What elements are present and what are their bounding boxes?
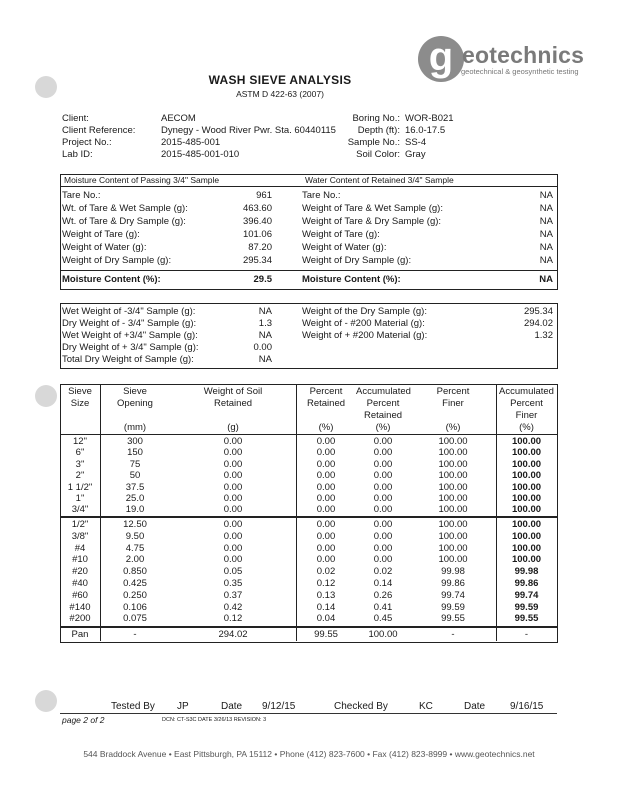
- sieve-cell: 0.00: [316, 481, 336, 493]
- logo-tagline: geotechnical & geosynthetic testing: [461, 67, 579, 76]
- sieve-split-rule: [60, 516, 557, 518]
- sieve-header-cell: Percent: [366, 398, 400, 409]
- moisture-left-total-label: Moisture Content (%):: [62, 274, 161, 285]
- sieve-cell: 100.00: [511, 481, 542, 493]
- sieve-cell: 12.50: [123, 519, 147, 530]
- moisture-left-value: 295.34: [242, 255, 272, 266]
- sieve-cell: 0.02: [373, 566, 393, 578]
- sieve-cell: 0.425: [123, 578, 147, 589]
- sieve-pan-cell: 99.55: [314, 629, 338, 640]
- sieve-cell: 0.00: [373, 458, 393, 470]
- sieve-cell: 37.5: [125, 481, 145, 493]
- moisture-left-label: Weight of Water (g):: [62, 242, 147, 253]
- sieve-cell: 99.59: [514, 601, 539, 613]
- sieve-cell: 100.00: [511, 542, 542, 554]
- sieve-cell: 99.59: [441, 601, 465, 613]
- moisture-right-value: NA: [539, 229, 553, 240]
- sieve-cell: 0.00: [223, 542, 243, 554]
- sieve-cell: 0.26: [373, 589, 393, 601]
- moisture-right-label: Weight of Dry Sample (g):: [302, 255, 412, 266]
- sieve-cell: 0.00: [373, 519, 393, 530]
- sieve-cell: 300: [127, 436, 143, 447]
- report-title: WASH SIEVE ANALYSIS: [208, 73, 352, 87]
- sieve-cell: 1": [75, 493, 85, 504]
- sieve-header-cell: Retained: [213, 398, 253, 409]
- sieve-cell: #4: [74, 542, 86, 554]
- sieve-cell: 100.00: [511, 447, 542, 459]
- sieve-cell: 100.00: [438, 519, 468, 530]
- sieve-cell: 0.250: [123, 589, 147, 601]
- moisture-right-label: Weight of Tare & Dry Sample (g):: [302, 216, 442, 227]
- sieve-cell: 0.00: [223, 519, 243, 530]
- sieve-header-cell: (%): [318, 422, 334, 433]
- sieve-cell: 99.86: [441, 578, 465, 589]
- sieve-cell: 0.00: [373, 481, 393, 493]
- sieve-cell: 0.00: [373, 447, 393, 459]
- tested-date-label: Date: [221, 701, 243, 712]
- sieve-cell: 9.50: [125, 530, 145, 542]
- sieve-pan-rule: [60, 626, 557, 628]
- sieve-header-cell: Finer: [515, 410, 538, 421]
- sieve-cell: #10: [72, 554, 88, 566]
- sieve-cell: 50: [129, 470, 141, 482]
- sieve-header-cell: Finer: [442, 398, 464, 409]
- weight-left-value: NA: [258, 354, 272, 365]
- sieve-header-cell: Accumulated: [499, 386, 554, 397]
- project-value: 2015-485-001: [161, 137, 221, 148]
- moisture-left-value: 396.40: [242, 216, 272, 227]
- sieve-cell: 0.00: [223, 481, 243, 493]
- moisture-left-label: Weight of Tare (g):: [62, 229, 140, 240]
- sieve-cell: 0.00: [316, 504, 336, 516]
- sieve-cell: 0.00: [316, 470, 336, 482]
- sieve-header-cell: Accumulated: [356, 386, 411, 397]
- moisture-right-label: Weight of Water (g):: [302, 242, 387, 253]
- moisture-right-label: Tare No.:: [302, 190, 341, 201]
- punch-hole: [35, 690, 57, 712]
- weight-right-value: 1.32: [534, 330, 553, 341]
- sieve-cell: 0.41: [373, 601, 393, 613]
- moisture-right-value: NA: [539, 216, 553, 227]
- moisture-left-value: 87.20: [248, 242, 272, 253]
- sieve-header-cell: (mm): [123, 422, 147, 433]
- color-value: Gray: [405, 149, 426, 160]
- sieve-header-cell: Percent: [510, 398, 543, 409]
- moisture-left-total: 29.5: [253, 274, 272, 285]
- sieve-cell: 100.00: [511, 554, 542, 566]
- sieve-cell: 100.00: [511, 458, 542, 470]
- sieve-cell: 0.00: [316, 447, 336, 459]
- sieve-cell: 0.00: [373, 554, 393, 566]
- sieve-cell: 100.00: [511, 493, 542, 504]
- sieve-pan-cell: Pan: [71, 629, 89, 640]
- color-label: Soil Color:: [356, 149, 400, 160]
- sieve-header-cell: Percent: [436, 386, 470, 397]
- sieve-header-cell: Opening: [117, 398, 153, 409]
- sieve-cell: 0.04: [316, 613, 336, 625]
- weight-right-value: 294.02: [523, 318, 553, 329]
- sieve-cell: 100.00: [438, 542, 468, 554]
- sieve-cell: 0.00: [316, 542, 336, 554]
- sieve-header-cell: Percent: [309, 386, 343, 397]
- sieve-cell: 100.00: [511, 436, 542, 447]
- sieve-cell: 100.00: [438, 530, 468, 542]
- sieve-cell: 0.00: [223, 530, 243, 542]
- weight-left-value: 0.00: [253, 342, 272, 353]
- sieve-cell: 2": [75, 470, 85, 482]
- sieve-cell: 0.35: [223, 578, 243, 589]
- lab-value: 2015-485-001-010: [161, 149, 240, 160]
- sieve-header-cell: Weight of Soil: [203, 386, 263, 397]
- moisture-right-total: NA: [539, 274, 553, 285]
- client-ref-value: Dynegy - Wood River Pwr. Sta. 60440115: [161, 125, 336, 136]
- weight-left-label: Wet Weight of +3/4" Sample (g):: [62, 330, 198, 341]
- weight-left-label: Wet Weight of -3/4" Sample (g):: [62, 306, 196, 317]
- document-reference: DCN: CT-S3C DATE 3/26/13 REVISION: 3: [162, 717, 267, 723]
- weight-left-value: NA: [258, 330, 272, 341]
- sieve-header-cell: (g): [227, 422, 239, 433]
- sieve-cell: 3": [75, 458, 85, 470]
- sieve-cell: 12": [73, 436, 87, 447]
- sieve-cell: 0.106: [123, 601, 147, 613]
- sieve-pan-cell: 294.02: [218, 629, 248, 640]
- sieve-header-cell: (%): [375, 422, 391, 433]
- sieve-cell: 100.00: [438, 458, 468, 470]
- weight-left-value: 1.3: [258, 318, 272, 329]
- weight-left-label: Total Dry Weight of Sample (g):: [62, 354, 194, 365]
- sieve-cell: 99.86: [514, 578, 539, 589]
- project-label: Project No.:: [62, 137, 112, 148]
- weight-right-label: Weight of the Dry Sample (g):: [302, 306, 427, 317]
- sieve-cell: 6": [75, 447, 85, 459]
- logo-mark: g: [418, 36, 464, 82]
- sieve-cell: 0.13: [316, 589, 336, 601]
- sieve-cell: 0.00: [223, 436, 243, 447]
- sieve-header-cell: Sieve: [123, 386, 147, 397]
- sieve-cell: 0.00: [223, 493, 243, 504]
- moisture-right-value: NA: [539, 255, 553, 266]
- sieve-cell: 0.05: [223, 566, 243, 578]
- moisture-right-total-label: Moisture Content (%):: [302, 274, 401, 285]
- moisture-left-label: Wt. of Tare & Wet Sample (g):: [62, 203, 188, 214]
- sample-value: SS-4: [405, 137, 427, 148]
- sieve-cell: #60: [72, 589, 88, 601]
- sieve-cell: 1 1/2": [67, 481, 93, 493]
- sieve-cell: 0.00: [223, 447, 243, 459]
- punch-hole: [35, 385, 57, 407]
- sieve-cell: #200: [69, 613, 91, 625]
- checked-by-value: KC: [419, 701, 433, 712]
- sieve-cell: 3/8": [71, 530, 89, 542]
- checked-date-value: 9/16/15: [510, 701, 544, 712]
- depth-value: 16.0-17.5: [405, 125, 446, 136]
- page-number: page 2 of 2: [62, 715, 105, 725]
- sieve-cell: 100.00: [511, 519, 542, 530]
- sieve-cell: 99.98: [514, 566, 539, 578]
- sieve-cell: #140: [69, 601, 91, 613]
- sieve-cell: 4.75: [125, 542, 145, 554]
- moisture-left-label: Wt. of Tare & Dry Sample (g):: [62, 216, 186, 227]
- sieve-cell: 0.12: [316, 578, 336, 589]
- sieve-cell: 99.74: [514, 589, 539, 601]
- sieve-header-cell: Retained: [306, 398, 346, 409]
- moisture-right-value: NA: [539, 203, 553, 214]
- moisture-left-value: 101.06: [242, 229, 272, 240]
- sieve-cell: 0.00: [316, 554, 336, 566]
- sample-label: Sample No.:: [347, 137, 400, 148]
- sieve-cell: 0.42: [223, 601, 243, 613]
- weight-left-value: NA: [258, 306, 272, 317]
- sieve-cell: 0.00: [373, 504, 393, 516]
- sieve-cell: 3/4": [71, 504, 89, 516]
- moisture-right-label: Weight of Tare (g):: [302, 229, 380, 240]
- sieve-cell: 0.00: [223, 458, 243, 470]
- sieve-cell: 100.00: [438, 504, 468, 516]
- sieve-pan-cell: -: [133, 629, 137, 640]
- moisture-left-value: 463.60: [242, 203, 272, 214]
- sieve-cell: 100.00: [511, 530, 542, 542]
- company-address-footer: 544 Braddock Avenue • East Pittsburgh, PA 15112 • Phone (412) 823-7600 • Fax (412) 823-8999 • www.geotechnics.net: [83, 749, 535, 759]
- sieve-cell: 0.00: [316, 530, 336, 542]
- sieve-cell: 1/2": [71, 519, 89, 530]
- sieve-cell: 100.00: [511, 504, 542, 516]
- sieve-cell: 100.00: [438, 470, 468, 482]
- sieve-cell: #40: [72, 578, 88, 589]
- sieve-cell: 25.0: [125, 493, 145, 504]
- tested-date-value: 9/12/15: [262, 701, 296, 712]
- sieve-pan-cell: 100.00: [368, 629, 398, 640]
- sieve-header-rule: [60, 434, 557, 435]
- client-value: AECOM: [161, 113, 196, 124]
- sieve-cell: 0.14: [373, 578, 393, 589]
- weight-left-label: Dry Weight of + 3/4" Sample (g):: [62, 342, 199, 353]
- moisture-right-value: NA: [539, 242, 553, 253]
- sieve-cell: 100.00: [438, 554, 468, 566]
- sieve-header-cell: (%): [519, 422, 534, 433]
- boring-value: WOR-B021: [405, 113, 454, 124]
- sieve-cell: #20: [72, 566, 88, 578]
- sieve-pan-cell: -: [451, 629, 455, 640]
- sieve-cell: 100.00: [438, 447, 468, 459]
- sieve-cell: 100.00: [511, 470, 542, 482]
- sieve-cell: 0.00: [373, 530, 393, 542]
- weight-left-label: Dry Weight of - 3/4" Sample (g):: [62, 318, 197, 329]
- sieve-cell: 0.37: [223, 589, 243, 601]
- sieve-cell: 99.55: [514, 613, 539, 625]
- moisture-left-value: 961: [256, 190, 272, 201]
- signoff-rule: [60, 713, 557, 714]
- sieve-cell: 0.075: [123, 613, 147, 625]
- moisture-left-label: Weight of Dry Sample (g):: [62, 255, 172, 266]
- sieve-header-cell: Size: [70, 398, 90, 409]
- weight-right-value: 295.34: [523, 306, 553, 317]
- weight-right-label: Weight of - #200 Material (g):: [302, 318, 425, 329]
- sieve-header-cell: Retained: [363, 410, 403, 421]
- client-ref-label: Client Reference:: [62, 125, 136, 136]
- sieve-cell: 0.850: [123, 566, 147, 578]
- moisture-left-label: Tare No.:: [62, 190, 101, 201]
- moisture-right-label: Weight of Tare & Wet Sample (g):: [302, 203, 443, 214]
- sieve-cell: 100.00: [438, 481, 468, 493]
- checked-date-label: Date: [464, 701, 486, 712]
- test-standard: ASTM D 422-63 (2007): [236, 89, 324, 99]
- moisture-total-rule: [60, 270, 557, 271]
- depth-label: Depth (ft):: [357, 125, 400, 136]
- logo-wordmark: eotechnics: [462, 42, 585, 68]
- sieve-pan-cell: -: [524, 629, 529, 640]
- sieve-cell: 0.02: [316, 566, 336, 578]
- sieve-cell: 19.0: [125, 504, 145, 516]
- tested-by-label: Tested By: [111, 701, 155, 712]
- sieve-cell: 150: [127, 447, 143, 459]
- sieve-cell: 0.00: [316, 519, 336, 530]
- sieve-cell: 99.55: [441, 613, 465, 625]
- sieve-cell: 2.00: [125, 554, 145, 566]
- moisture-right-value: NA: [539, 190, 553, 201]
- sieve-cell: 0.00: [316, 493, 336, 504]
- weight-right-label: Weight of + #200 Material (g):: [302, 330, 428, 341]
- moisture-right-header: Water Content of Retained 3/4" Sample: [305, 175, 454, 185]
- sieve-cell: 0.00: [373, 436, 393, 447]
- sieve-cell: 0.45: [373, 613, 393, 625]
- sieve-cell: 100.00: [438, 493, 468, 504]
- moisture-left-header: Moisture Content of Passing 3/4" Sample: [64, 175, 220, 185]
- boring-label: Boring No.:: [352, 113, 400, 124]
- moisture-header-rule: [60, 186, 557, 187]
- sieve-cell: 0.00: [373, 493, 393, 504]
- lab-label: Lab ID:: [62, 149, 93, 160]
- checked-by-label: Checked By: [334, 701, 388, 712]
- sieve-cell: 0.00: [316, 458, 336, 470]
- sieve-cell: 0.14: [316, 601, 336, 613]
- sieve-cell: 0.00: [373, 470, 393, 482]
- sieve-header-cell: (%): [445, 422, 461, 433]
- sieve-cell: 0.00: [223, 504, 243, 516]
- sieve-cell: 0.00: [316, 436, 336, 447]
- sieve-header-cell: Sieve: [68, 386, 92, 397]
- sieve-cell: 99.98: [441, 566, 465, 578]
- tested-by-value: JP: [177, 701, 189, 712]
- sieve-cell: 0.00: [223, 554, 243, 566]
- client-label: Client:: [62, 113, 89, 124]
- sieve-cell: 0.12: [223, 613, 243, 625]
- sieve-cell: 0.00: [223, 470, 243, 482]
- sieve-cell: 99.74: [441, 589, 465, 601]
- sieve-cell: 0.00: [373, 542, 393, 554]
- sieve-cell: 75: [129, 458, 141, 470]
- sieve-cell: 100.00: [438, 436, 468, 447]
